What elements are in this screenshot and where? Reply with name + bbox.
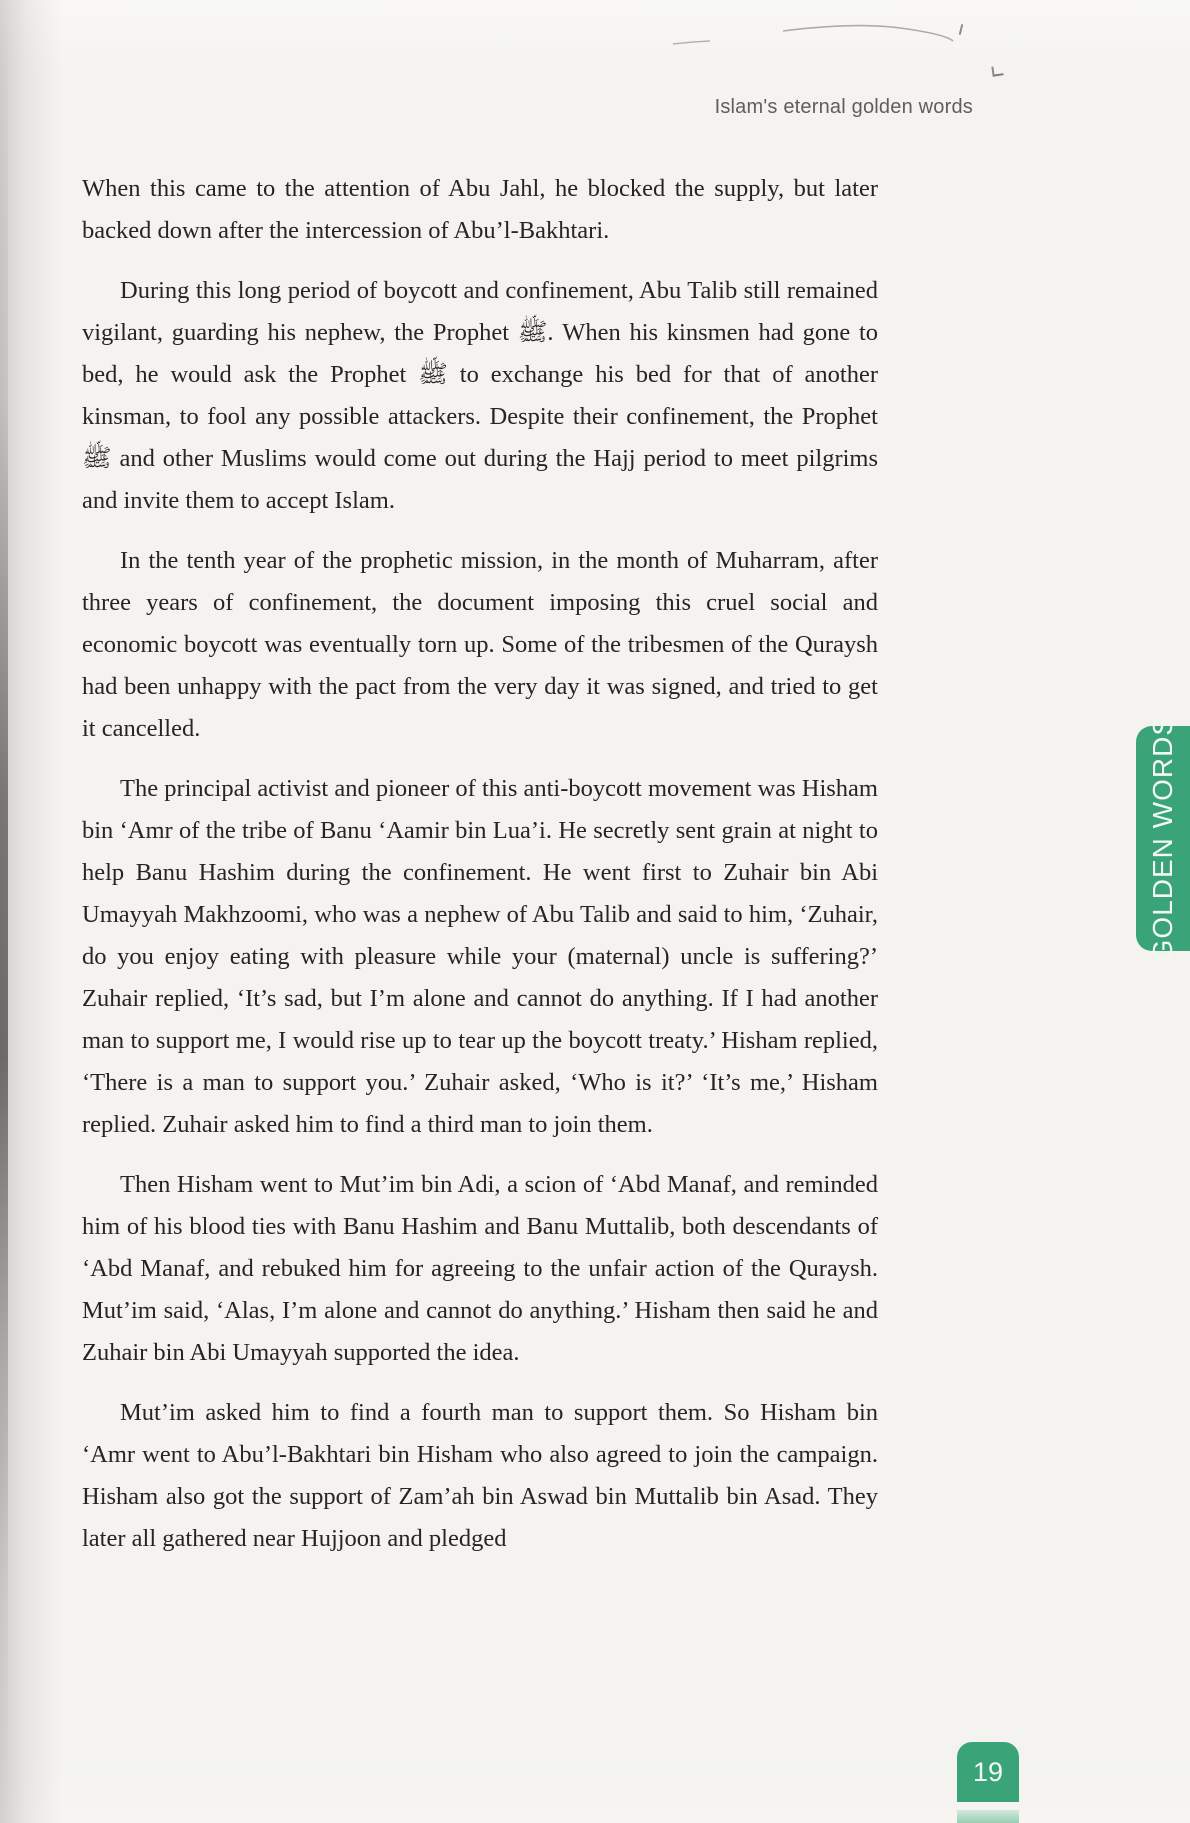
body-paragraph: In the tenth year of the prophetic mission, in the month of Muharram, after three years of confinement, the document imposing this cruel social and economic boycott was eventually torn up. Some of the tribesmen of the Quraysh had been unhappy with the pact from the very day it was signed, and tried to get it cancelled. (82, 547, 878, 742)
golden-words-tab-label: GOLDEN WORDS (1147, 715, 1178, 962)
body-paragraph: Then Hisham went to Mut’im bin Adi, a scion of ‘Abd Manaf, and reminded him of his blood ties with Banu Hashim and Banu Muttalib, both descendants of ‘Abd Manaf, and rebuked him for agreeing to the unfair action of the Quraysh. Mut’im said, ‘Alas, I’m alone and cannot do anything.’ Hisham then said he and Zuhair bin Abi Umayyah supported the idea. (82, 1171, 878, 1366)
page-number-tab-ghost (957, 1810, 1019, 1823)
scan-speck-mark (991, 65, 1003, 76)
body-paragraph: Mut’im asked him to find a fourth man to support them. So Hisham bin ‘Amr went to Abu’l-Bakhtari bin Hisham who also agreed to join the campaign. Hisham also got the support of Zam’ah bin Aswad bin Muttalib bin Asad. They later all gathered near Hujjoon and pledged (82, 1399, 878, 1552)
body-paragraph: The principal activist and pioneer of this anti-boycott movement was Hisham bin ‘Amr of the tribe of Banu ‘Aamir bin Lua’i. He secretly sent grain at night to help Banu Hashim during the confinement. He went first to Zuhair bin Abi Umayyah Makhzoomi, who was a nephew of Abu Talib and said to him, ‘Zuhair, do you enjoy eating with pleasure while your (maternal) uncle is suffering?’ Zuhair replied, ‘It’s sad, but I’m alone and cannot do anything. If I had another man to support me, I would rise up to tear up the boycott treaty.’ Hisham replied, ‘There is a man to support you.’ Zuhair asked, ‘Who is it?’ ‘It’s me,’ Hisham replied. Zuhair asked him to find a third man to join them. (82, 775, 878, 1138)
running-header: Islam's eternal golden words (714, 96, 973, 118)
scan-hairline-artifact (655, 14, 985, 59)
left-scan-edge-line (0, 0, 8, 1823)
body-paragraph: When this came to the attention of Abu Jahl, he blocked the supply, but later backed down after the intercession of Abu’l-Bakhtari. (82, 175, 878, 244)
page-number-tab: 19 (957, 1742, 1019, 1802)
scan-speck-tick (959, 24, 964, 35)
body-paragraph: During this long period of boycott and confinement, Abu Talib still remained vigilant, guarding his nephew, the Prophet ﷺ. When his kinsmen had gone to bed, he would ask the Prophet ﷺ to exchange his bed for that of another kinsman, to fool any possible attackers. Despite their confinement, the Prophet ﷺ and other Muslims would come out during the Hajj period to meet pilgrims and invite them to accept Islam. (82, 277, 879, 514)
golden-words-section-tab (1136, 715, 1190, 962)
left-gutter-shading (0, 0, 62, 1823)
body-text-block (82, 168, 878, 1578)
